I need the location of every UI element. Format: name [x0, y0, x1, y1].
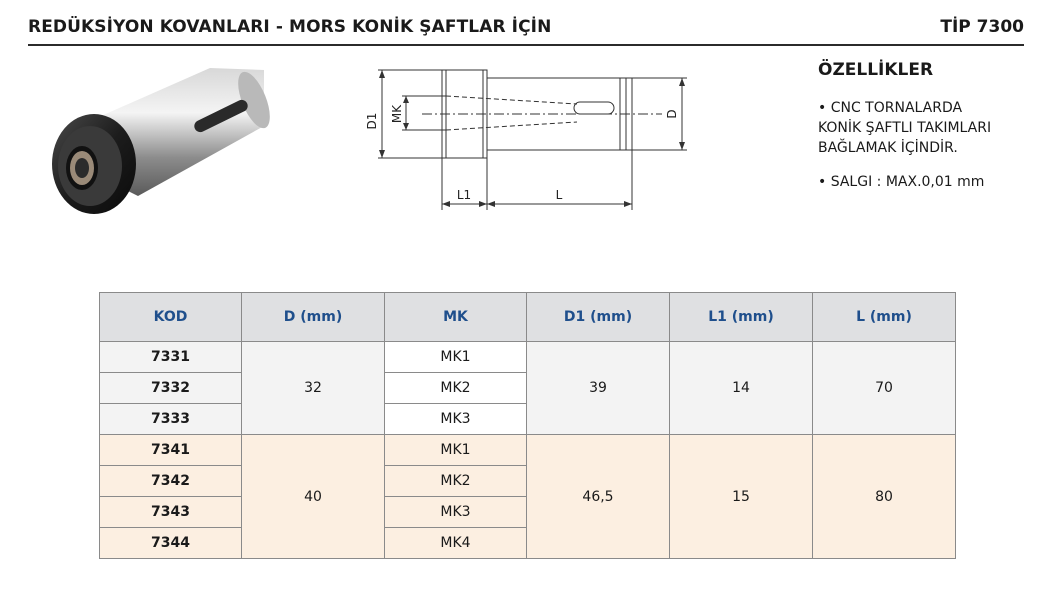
- l1-cell: 15: [670, 435, 813, 559]
- dim-label-d: D: [665, 109, 679, 119]
- features-heading: ÖZELLİKLER: [818, 60, 934, 80]
- feature-item: • CNC TORNALARDA KONİK ŞAFTLI TAKIMLARI BAĞLAMAK İÇİNDİR.: [818, 100, 992, 156]
- kod-cell: 7344: [100, 528, 242, 559]
- kod-cell: 7333: [100, 404, 242, 435]
- l-cell: 70: [813, 342, 956, 435]
- header-d: D (mm): [242, 293, 385, 342]
- table-header-row: [100, 293, 956, 342]
- mk-cell: MK2: [385, 466, 527, 497]
- mk-cell: MK3: [385, 404, 527, 435]
- header-kod: KOD: [100, 293, 242, 342]
- dim-label-l1: L1: [456, 188, 472, 202]
- kod-cell: 7343: [100, 497, 242, 528]
- d-cell: 32: [242, 342, 385, 435]
- kod-cell: 7331: [100, 342, 242, 373]
- mk-cell: MK1: [385, 435, 527, 466]
- d1-cell: 39: [527, 342, 670, 435]
- table-row: [100, 435, 956, 466]
- dim-label-d1: D1: [365, 112, 379, 130]
- d-cell: 40: [242, 435, 385, 559]
- l-cell: 80: [813, 435, 956, 559]
- product-type-code: TİP 7300: [940, 17, 1024, 37]
- header-d1: D1 (mm): [527, 293, 670, 342]
- dim-label-l: L: [555, 188, 563, 202]
- mk-cell: MK4: [385, 528, 527, 559]
- features-panel: [818, 60, 1048, 206]
- page-header: [28, 14, 1024, 46]
- feature-item: • SALGI : MAX.0,01 mm: [818, 174, 985, 190]
- mk-cell: MK3: [385, 497, 527, 528]
- l1-cell: 14: [670, 342, 813, 435]
- header-l: L (mm): [813, 293, 956, 342]
- header-l1: L1 (mm): [670, 293, 813, 342]
- page-title: REDÜKSİYON KOVANLARI - MORS KONİK ŞAFTLAR İÇİN: [28, 17, 552, 37]
- mk-cell: MK1: [385, 342, 527, 373]
- table-row: [100, 342, 956, 373]
- header-mk: MK: [385, 293, 527, 342]
- dim-label-mk: MK: [390, 104, 404, 124]
- spec-table: [99, 292, 956, 559]
- d1-cell: 46,5: [527, 435, 670, 559]
- technical-drawing: [362, 58, 702, 218]
- product-photo: [42, 58, 272, 218]
- mk-cell: MK2: [385, 373, 527, 404]
- kod-cell: 7332: [100, 373, 242, 404]
- kod-cell: 7341: [100, 435, 242, 466]
- kod-cell: 7342: [100, 466, 242, 497]
